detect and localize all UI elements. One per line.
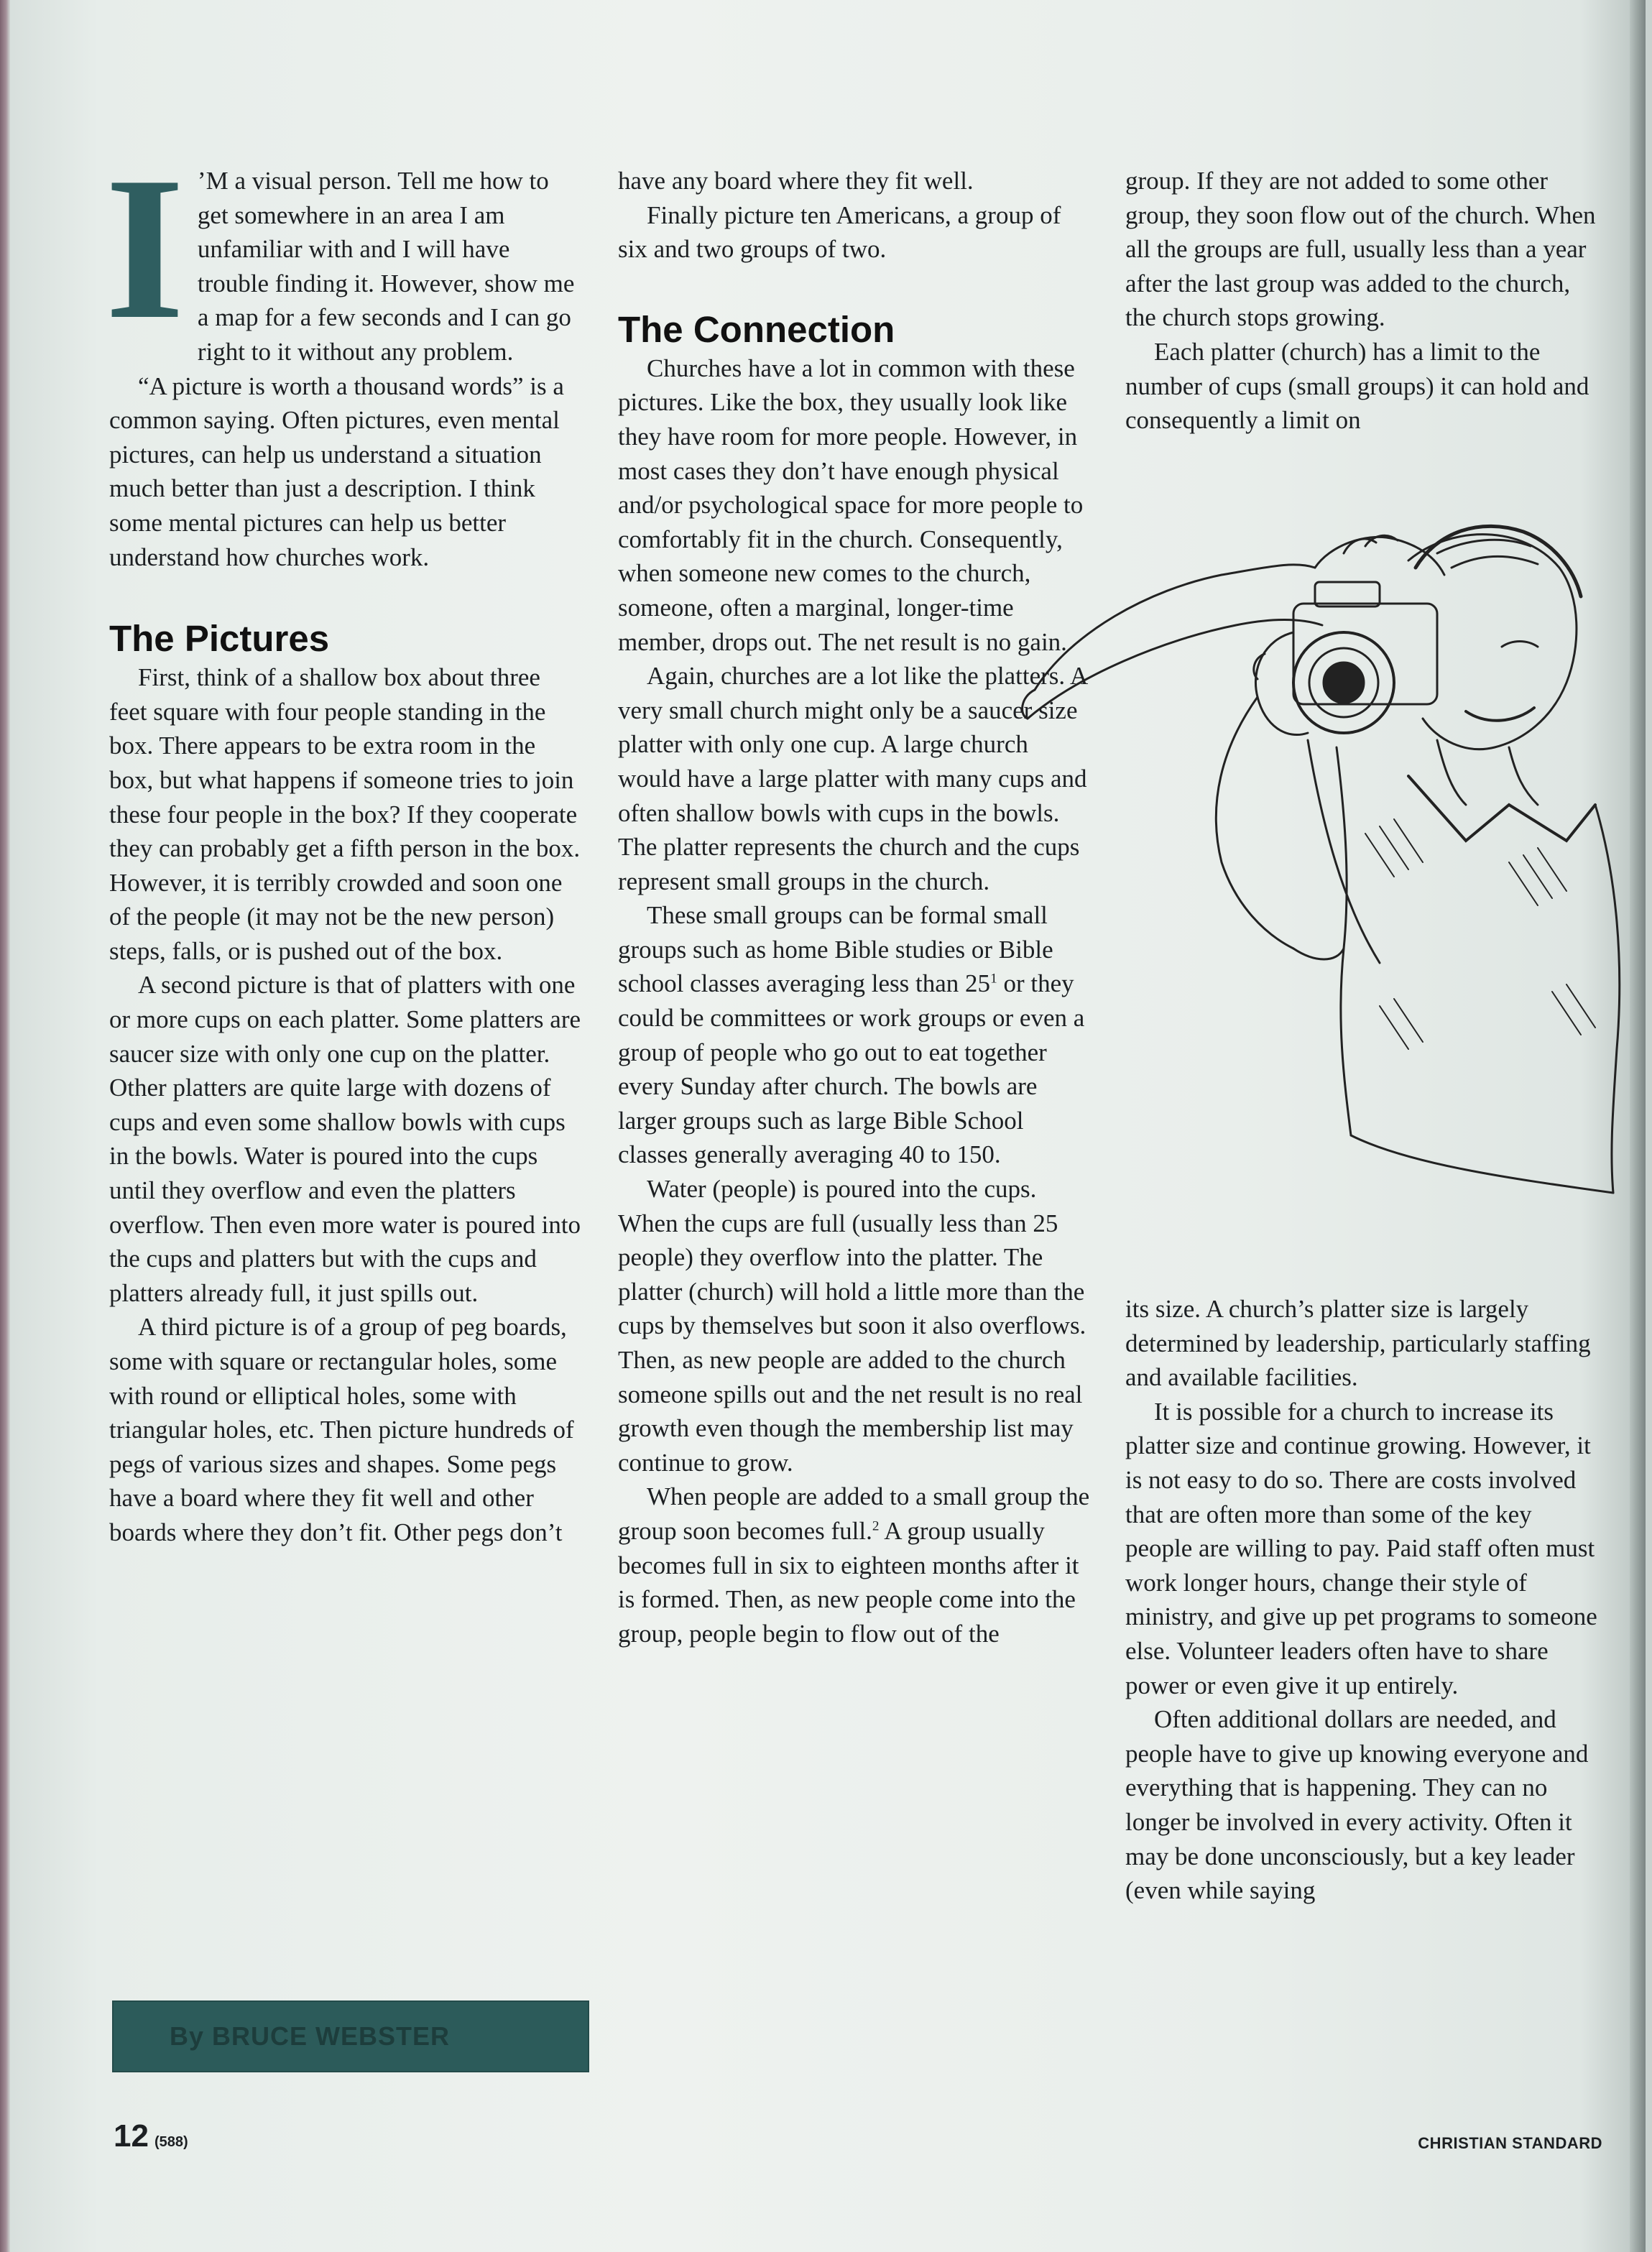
footnote-ref: 2 — [872, 1518, 880, 1534]
paragraph: Again, churches are a lot like the platters. A very small church might only be a saucer size platter with only one cup. A large church would have a large platter with many cups and often shallow bowls with cups in the bowls. The platter represents the church and the cups represent small groups in the church. — [618, 662, 1087, 895]
paragraph: Each platter (church) has a limit to the number of cups (small groups) it can hold and consequently a limit on — [1125, 337, 1589, 435]
intro-paragraph: ’M a visual person. Tell me how to get somewhere in an area I am unfamiliar with and I will have trouble finding it. However, show me a map for a few seconds and I can go right to it without any problem. — [197, 167, 575, 366]
column-3-bottom — [1125, 1292, 1600, 1908]
page-number-sub: (588) — [154, 2134, 188, 2150]
page-number-main: 12 — [114, 2118, 149, 2154]
paragraph: group. If they are not added to some other group, they soon flow out of the church. When all the groups are full, usually less than a year after the last group was added to the church, the church stops growing. — [1125, 167, 1596, 332]
paragraph: Water (people) is poured into the cups. When the cups are full (usually less than 25 people) they overflow into the platter. The platter (church) will hold a little more than the cups by themselves but soon it also overflows. Then, as new people are added to the church someone spills out and the net result is no real growth even though the membership list may continue to grow. — [618, 1175, 1086, 1477]
magazine-name: CHRISTIAN STANDARD — [1418, 2134, 1602, 2152]
paragraph: Finally picture ten Americans, a group of six and two groups of two. — [618, 200, 1061, 264]
paragraph: Churches have a lot in common with these pictures. Like the box, they usually look like they have room for more people. However, in most cases they don’t have enough physical and/or psychological space for more people to comfortably fit in the church. Consequently, when someone new comes to the church, someone, often a marginal, longer-time member, drops out. The net result is no gain. — [618, 354, 1084, 656]
column-1 — [105, 134, 583, 1550]
paragraph: “A picture is worth a thousand words” is a common saying. Often pictures, even mental pictures, can help us understand a situation much better than just a description. I think some mental pictures can help us better understand how churches work. — [109, 372, 564, 571]
paragraph: have any board where they fit well. — [618, 167, 974, 195]
section-heading-pictures: The Pictures — [109, 618, 330, 660]
text-run: A group usually becomes full in six to eighteen months after it is formed. Then, as new people come into the group, people begin to flow out of the — [618, 1516, 1079, 1648]
paragraph: It is possible for a church to increase its platter size and continue growing. However, it is not easy to do so. There are costs involved that are often more than some of the key people are willing to pay. Paid staff often must work longer hours, change their style of ministry, and give up pet programs to someone else. Volunteer leaders often have to share power or even give it up entirely. — [1125, 1397, 1597, 1699]
text-run: or they could be committees or work groups or even a group of people who go out to eat together every Sunday after church. The bowls are larger groups such as large Bible School classes generally averaging 40 to 150. — [618, 969, 1085, 1169]
author-byline: By BRUCE WEBSTER — [112, 2001, 589, 2072]
paragraph: its size. A church’s platter size is largely determined by leadership, particularly staffing and available facilities. — [1125, 1295, 1591, 1392]
photographer-illustration — [1006, 503, 1638, 1265]
drop-cap: I — [105, 134, 185, 361]
paragraph: A third picture is of a group of peg boards, some with square or rectangular holes, some with round or elliptical holes, some with triangular holes, etc. Then picture hundreds of pegs of various sizes and shapes. Some pegs have a board where they fit well and other boards where they don’t fit. Other pegs don’t — [109, 1313, 574, 1546]
section-heading-connection: The Connection — [618, 308, 895, 350]
text-run: When people are added to a small group the group soon becomes full. — [618, 1482, 1090, 1545]
paragraph: First, think of a shallow box about three feet square with four people standing in the box. There appears to be extra room in the box, but what happens if someone tries to join these four people in the box? If they cooperate they can probably get a fifth person in the box. However, it is terribly crowded and soon one of the people (it may not be the new person) steps, falls, or is pushed out of the box. — [109, 663, 581, 965]
footnote-ref: 1 — [990, 971, 997, 987]
page-number — [114, 2118, 188, 2154]
paragraph: Often additional dollars are needed, and people have to give up knowing everyone and everything that is happening. They can no longer be involved in every activity. Often it may be done unconsciously, but a key leader (even while saying — [1125, 1705, 1589, 1905]
paragraph: A second picture is that of platters with one or more cups on each platter. Some platters are saucer size with only one cup on the platter. Other platters are quite large with dozens of cups and even some shallow bowls with cups in the bowls. Water is poured into the cups until they overflow and even the platters overflow. Then even more water is poured into the cups and platters but with the cups and platters already full, it just spills out. — [109, 971, 581, 1307]
text-run: These small groups can be formal small groups such as home Bible studies or Bible school classes averaging less than 25 — [618, 901, 1053, 998]
paragraph — [618, 1480, 1092, 1651]
page-binding-edge — [0, 0, 10, 2252]
column-3-top — [1125, 164, 1600, 438]
